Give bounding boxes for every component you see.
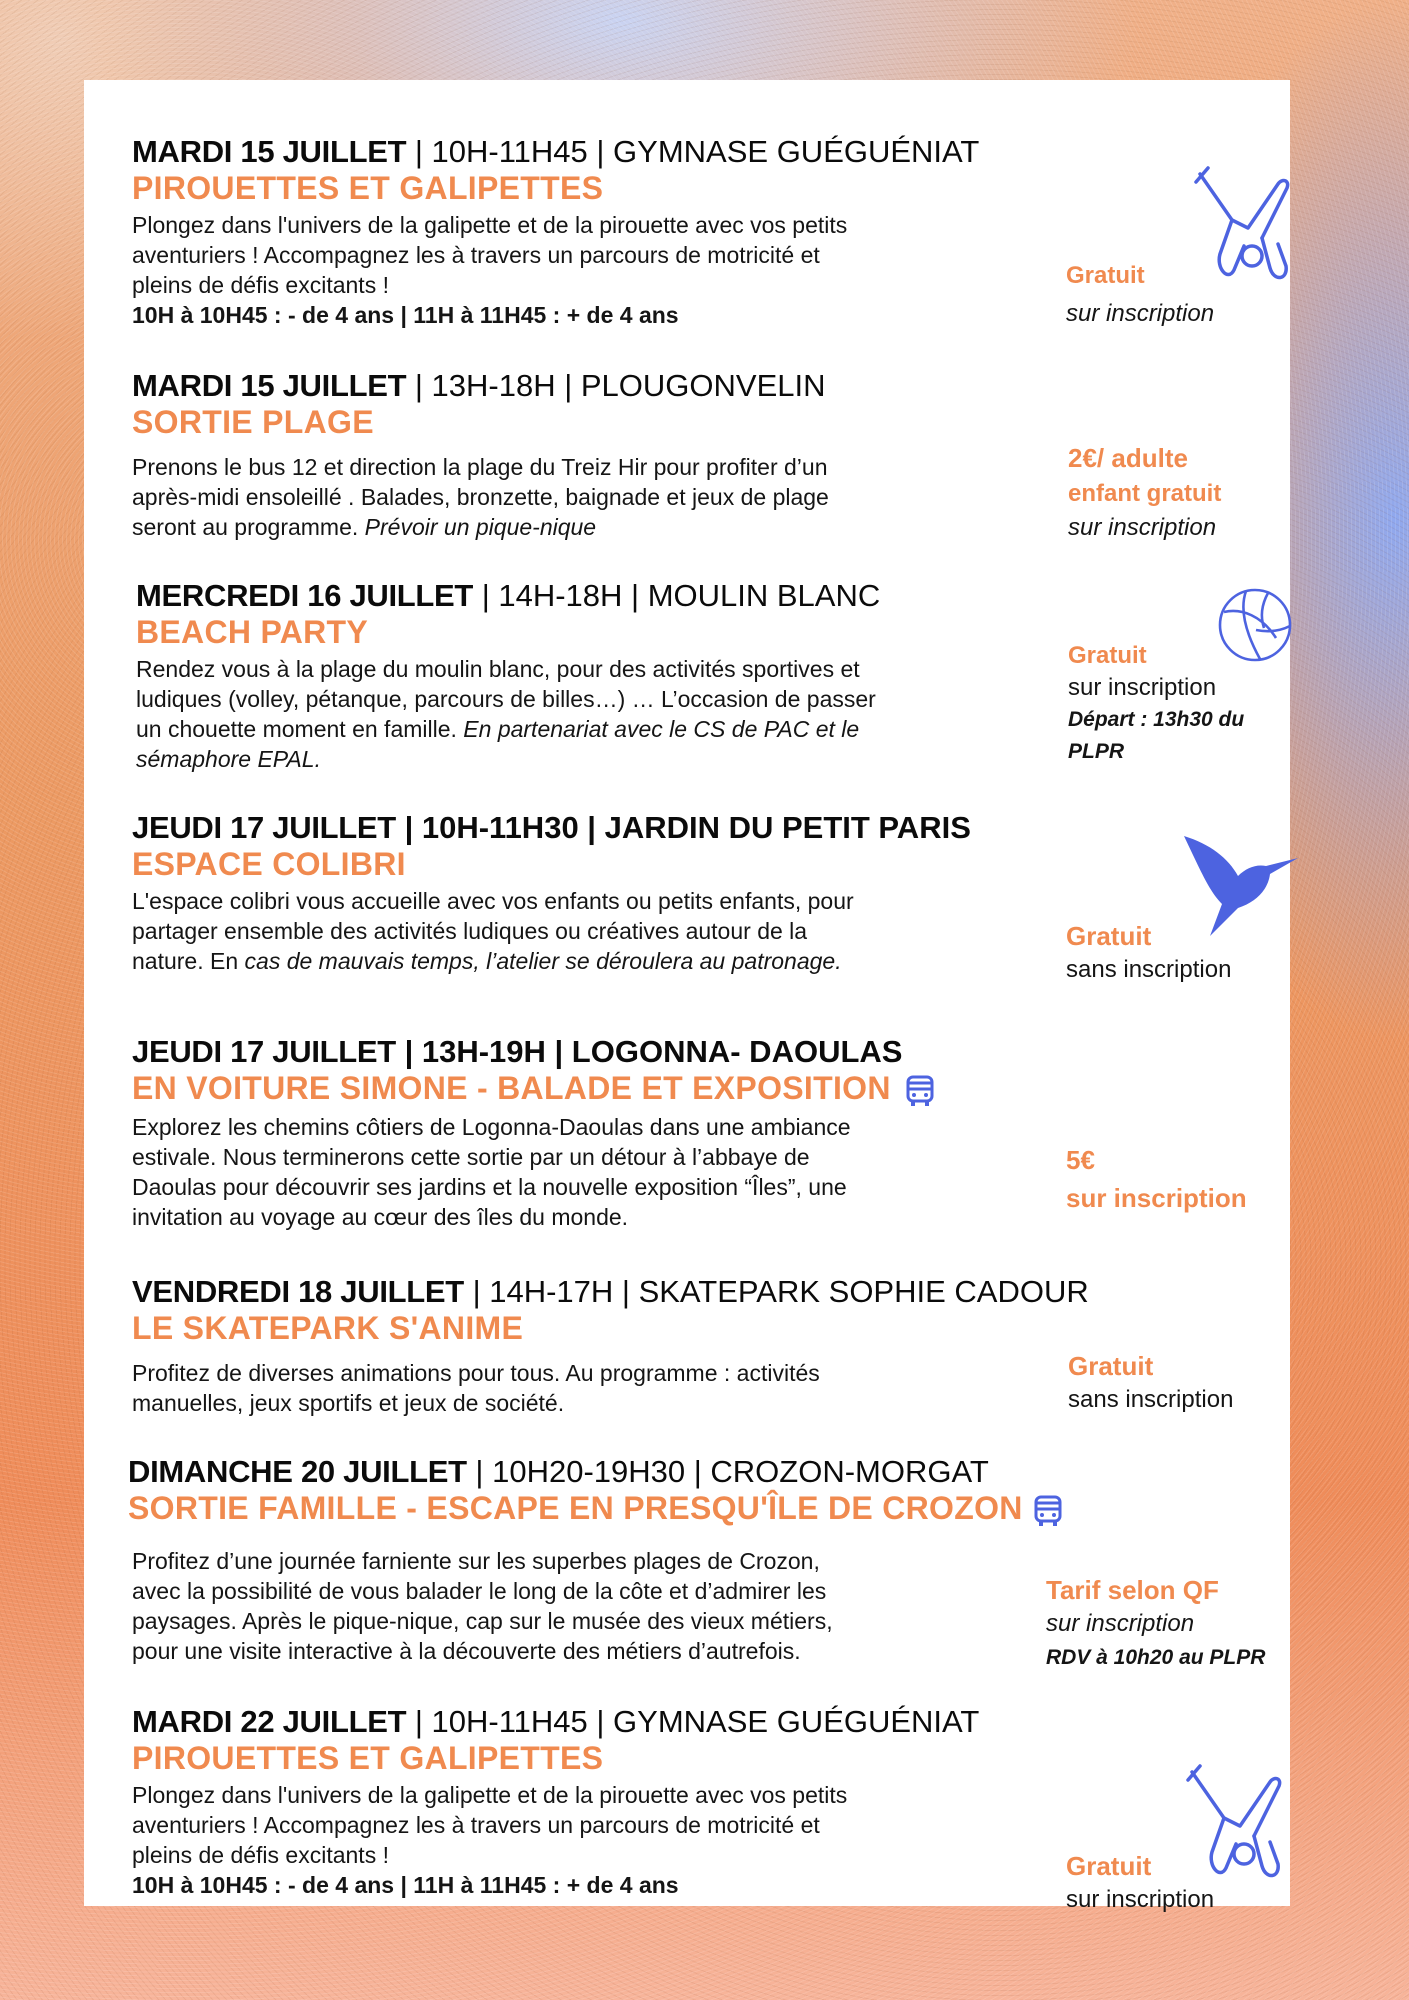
event-description bbox=[132, 886, 1012, 976]
price-label: Gratuit bbox=[1068, 642, 1147, 669]
desc-italic: sémaphore EPAL. bbox=[136, 746, 321, 772]
event-details: | 10H-11H30 | JARDIN DU PETIT PARIS bbox=[404, 810, 971, 845]
event-details: | 14H-18H | MOULIN BLANC bbox=[481, 578, 881, 613]
event-header bbox=[136, 578, 1256, 614]
program-panel bbox=[84, 80, 1290, 1913]
desc-line: ludiques (volley, pétanque, parcours de billes…) … L’occasion de passer bbox=[136, 686, 876, 712]
event-title: LE SKATEPARK S'ANIME bbox=[132, 1310, 524, 1346]
registration-label: sur inscription bbox=[1068, 674, 1217, 701]
age-note: 10H à 10H45 : - de 4 ans | 11H à 11H45 : + de 4 ans bbox=[132, 1872, 679, 1898]
bus-icon bbox=[905, 1074, 935, 1108]
registration-label: sur inscription bbox=[1066, 1183, 1247, 1213]
registration-label: sur inscription bbox=[1066, 1886, 1215, 1913]
desc-line: pleins de défis excitants ! bbox=[132, 272, 389, 298]
event-date: JEUDI 17 JUILLET bbox=[132, 1034, 396, 1069]
event-header bbox=[132, 810, 1252, 846]
event-header bbox=[132, 1704, 1252, 1740]
event-details: | 13H-19H | LOGONNA- DAOULAS bbox=[404, 1034, 903, 1069]
event-date: MERCREDI 16 JUILLET bbox=[136, 578, 474, 613]
desc-line: aventuriers ! Accompagnez les à travers un parcours de motricité et bbox=[132, 1812, 820, 1838]
desc-line bbox=[132, 946, 1012, 976]
event-date: DIMANCHE 20 JUILLET bbox=[128, 1454, 467, 1489]
desc-line: Prenons le bus 12 et direction la plage du Treiz Hir pour profiter d’un bbox=[132, 454, 828, 480]
event-description bbox=[132, 1112, 1012, 1232]
desc-line: invitation au voyage au cœur des îles du monde. bbox=[132, 1203, 629, 1230]
beach-ball-icon bbox=[1216, 586, 1294, 664]
desc-line: pour une visite interactive à la découverte des métiers d’autrefois. bbox=[132, 1637, 801, 1664]
desc-line: Rendez vous à la plage du moulin blanc, pour des activités sportives et bbox=[136, 656, 860, 682]
event-description bbox=[132, 1780, 1002, 1900]
event-header bbox=[132, 134, 1252, 170]
meeting-note: RDV à 10h20 au PLPR bbox=[1046, 1646, 1266, 1669]
desc-line: estivale. Nous terminerons cette sortie par un détour à l’abbaye de bbox=[132, 1143, 810, 1170]
desc-line: Profitez de diverses animations pour tous. Au programme : activités bbox=[132, 1360, 820, 1386]
event-date: MARDI 15 JUILLET bbox=[132, 134, 407, 169]
departure-place: PLPR bbox=[1068, 740, 1125, 763]
event-header bbox=[128, 1454, 1248, 1490]
desc-italic: Prévoir un pique-nique bbox=[364, 514, 597, 540]
price-label: Gratuit bbox=[1068, 1351, 1154, 1381]
event-7-price bbox=[1046, 1574, 1265, 1674]
event-description bbox=[132, 1358, 1022, 1418]
desc-line: L'espace colibri vous accueille avec vos enfants ou petits enfants, pour bbox=[132, 888, 854, 914]
event-title: ESPACE COLIBRI bbox=[132, 846, 406, 882]
event-title: SORTIE FAMILLE - ESCAPE EN PRESQU'ÎLE DE CROZON bbox=[128, 1490, 1023, 1526]
departure-note: Départ : 13h30 du bbox=[1068, 708, 1245, 731]
desc-line: Plongez dans l'univers de la galipette et de la pirouette avec vos petits bbox=[132, 1782, 848, 1808]
event-details: | 13H-18H | PLOUGONVELIN bbox=[414, 368, 826, 403]
event-title-row bbox=[128, 1490, 1248, 1528]
desc-italic: cas de mauvais temps, l’atelier se déroulera au patronage. bbox=[244, 948, 842, 974]
price-label: Gratuit bbox=[1066, 262, 1145, 289]
desc-text: nature. En bbox=[132, 948, 239, 974]
desc-italic: En partenariat avec le CS de PAC et le bbox=[463, 716, 860, 742]
event-details: | 10H20-19H30 | CROZON-MORGAT bbox=[475, 1454, 989, 1489]
hummingbird-icon bbox=[1180, 834, 1300, 944]
price-label: Gratuit bbox=[1066, 1851, 1152, 1881]
desc-text: seront au programme. bbox=[132, 514, 359, 540]
desc-line: pleins de défis excitants ! bbox=[132, 1842, 389, 1868]
event-title: EN VOITURE SIMONE - BALADE ET EXPOSITION bbox=[132, 1070, 891, 1106]
price-label: 5€ bbox=[1066, 1145, 1095, 1175]
event-details: | 14H-17H | SKATEPARK SOPHIE CADOUR bbox=[472, 1274, 1089, 1309]
price-label: Gratuit bbox=[1066, 921, 1152, 951]
event-title-row bbox=[132, 1070, 1252, 1108]
registration-label: sans inscription bbox=[1068, 1386, 1234, 1413]
gymnast-icon bbox=[1184, 1756, 1294, 1886]
event-header bbox=[132, 368, 1252, 404]
event-title: SORTIE PLAGE bbox=[132, 404, 374, 440]
price-child: enfant gratuit bbox=[1068, 480, 1222, 507]
price-label: 2€/ adulte bbox=[1068, 443, 1188, 473]
registration-label: sur inscription bbox=[1066, 300, 1215, 327]
desc-line: Daoulas pour découvrir ses jardins et la nouvelle exposition “Îles”, une bbox=[132, 1173, 847, 1200]
bus-icon bbox=[1033, 1494, 1063, 1528]
registration-label: sur inscription bbox=[1068, 514, 1217, 541]
event-date: MARDI 22 JUILLET bbox=[132, 1704, 407, 1739]
registration-label: sans inscription bbox=[1066, 956, 1232, 983]
event-6-price bbox=[1068, 1350, 1233, 1416]
event-details: | 10H-11H45 | GYMNASE GUÉGUÉNIAT bbox=[414, 1704, 980, 1739]
event-title: BEACH PARTY bbox=[136, 614, 369, 650]
age-note: 10H à 10H45 : - de 4 ans | 11H à 11H45 : + de 4 ans bbox=[132, 302, 679, 328]
desc-line: partager ensemble des activités ludiques ou créatives autour de la bbox=[132, 918, 808, 944]
desc-text: un chouette moment en famille. bbox=[136, 716, 457, 742]
desc-line: avec la possibilité de vous balader le long de la côte et d’admirer les bbox=[132, 1577, 827, 1604]
event-5-price bbox=[1066, 1144, 1247, 1214]
desc-line: après-midi ensoleillé . Balades, bronzette, baignade et jeux de plage bbox=[132, 484, 829, 510]
desc-line: Profitez d’une journée farniente sur les superbes plages de Crozon, bbox=[132, 1547, 820, 1574]
gymnast-icon bbox=[1192, 158, 1302, 288]
event-title: PIROUETTES ET GALIPETTES bbox=[132, 1740, 604, 1776]
desc-line: paysages. Après le pique-nique, cap sur le musée des vieux métiers, bbox=[132, 1607, 833, 1634]
event-title: PIROUETTES ET GALIPETTES bbox=[132, 170, 604, 206]
desc-line: aventuriers ! Accompagnez les à travers un parcours de motricité et bbox=[132, 242, 820, 268]
desc-line: Explorez les chemins côtiers de Logonna-Daoulas dans une ambiance bbox=[132, 1113, 851, 1140]
desc-line: manuelles, jeux sportifs et jeux de société. bbox=[132, 1390, 565, 1416]
event-details: | 10H-11H45 | GYMNASE GUÉGUÉNIAT bbox=[414, 134, 980, 169]
event-date: MARDI 15 JUILLET bbox=[132, 368, 407, 403]
price-label: Tarif selon QF bbox=[1046, 1575, 1219, 1605]
desc-line: Plongez dans l'univers de la galipette et de la pirouette avec vos petits bbox=[132, 212, 848, 238]
event-date: JEUDI 17 JUILLET bbox=[132, 810, 396, 845]
registration-label: sur inscription bbox=[1046, 1610, 1195, 1637]
event-header bbox=[132, 1274, 1252, 1310]
event-header bbox=[132, 1034, 1252, 1070]
event-2-price bbox=[1068, 442, 1221, 544]
event-date: VENDREDI 18 JUILLET bbox=[132, 1274, 464, 1309]
